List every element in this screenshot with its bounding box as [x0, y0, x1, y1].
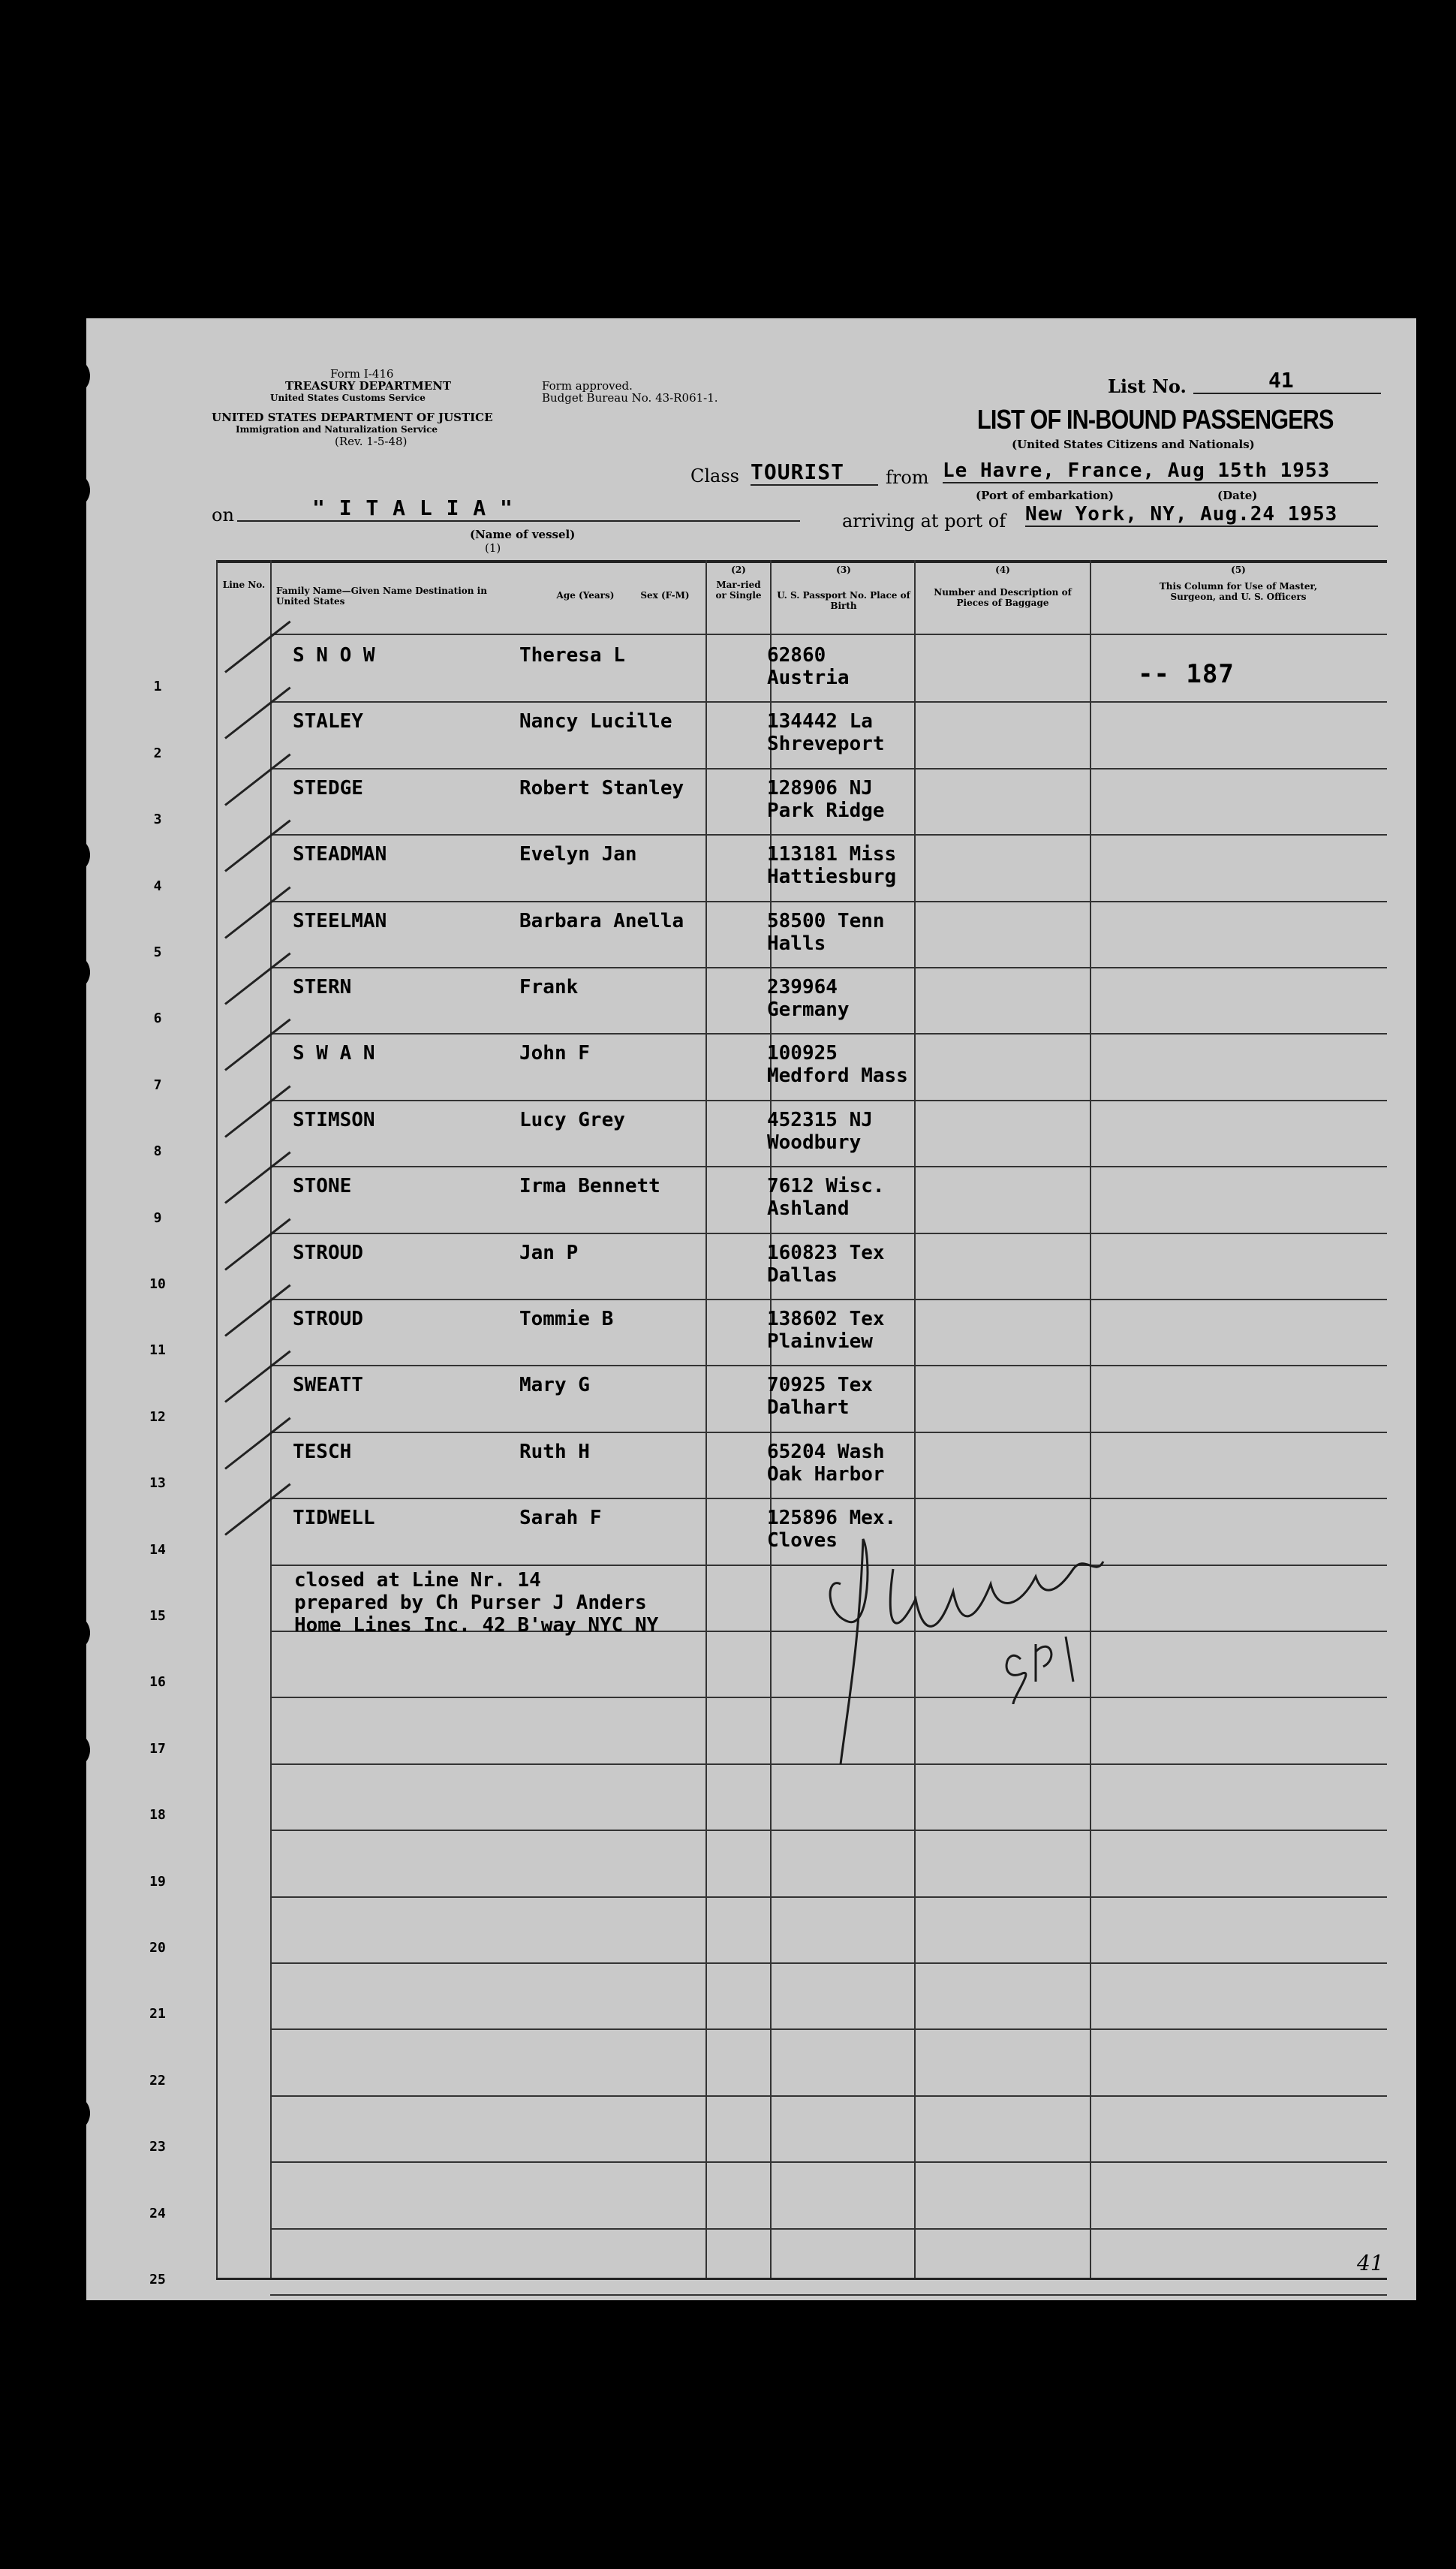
row-rule	[270, 2294, 1387, 2296]
line-number: 1	[153, 679, 162, 694]
family-name: STIMSON	[293, 1109, 375, 1131]
place-of-birth: Ashland	[767, 1197, 850, 1220]
passport-number: 7612 Wisc.	[767, 1175, 885, 1197]
row-rule	[270, 2095, 1387, 2097]
given-name: John F	[519, 1042, 590, 1065]
row-rule	[270, 967, 1387, 968]
line-number: 20	[149, 1940, 166, 1956]
form-approved: Form approved.	[542, 379, 633, 393]
table-top-border	[216, 560, 1387, 563]
col-header-name: Family Name—Given Name Destination in United States	[276, 586, 487, 607]
family-name: STEDGE	[293, 777, 363, 800]
passport-number: 65204 Wash	[767, 1441, 885, 1463]
corner-mark: 41	[1357, 2251, 1384, 2275]
row-rule	[270, 2228, 1387, 2230]
line-number: 18	[149, 1807, 166, 1823]
family-name: STROUD	[293, 1308, 363, 1330]
given-name: Theresa L	[519, 644, 625, 667]
line-number: 22	[149, 2073, 166, 2089]
passport-number: 239964	[767, 976, 838, 998]
vessel-name: " I T A L I A "	[237, 495, 800, 522]
officer-tally-mark: -- 187	[1138, 659, 1235, 689]
row-rule	[270, 901, 1387, 902]
line-number: 24	[149, 2206, 166, 2221]
line-number: 17	[149, 1741, 166, 1757]
row-rule	[270, 1233, 1387, 1234]
family-name: STEELMAN	[293, 910, 387, 932]
col-num-officers: (5)	[1231, 565, 1246, 575]
arriving-label: arriving at port of	[842, 510, 1006, 532]
row-rule	[270, 2161, 1387, 2163]
closing-line-1: closed at Line Nr. 14	[294, 1569, 541, 1592]
line-number: 5	[153, 944, 162, 960]
list-number-label: List No.	[1108, 375, 1187, 397]
embarkation-caption: (Port of embarkation)	[976, 489, 1114, 502]
row-rule	[270, 1962, 1387, 1964]
vessel-caption: (Name of vessel)	[470, 528, 576, 541]
passport-number: 138602 Tex	[767, 1308, 885, 1330]
family-name: STONE	[293, 1175, 352, 1197]
line-number: 8	[153, 1143, 162, 1159]
row-rule	[270, 2028, 1387, 2030]
line-number: 25	[149, 2272, 166, 2287]
row-rule	[270, 1896, 1387, 1898]
row-rule	[270, 1033, 1387, 1035]
line-number: 12	[149, 1409, 166, 1425]
row-rule	[270, 834, 1387, 836]
header-divider	[270, 634, 1387, 635]
family-name: STERN	[293, 976, 352, 998]
table-left-border	[216, 560, 218, 2279]
passport-number: 128906 NJ	[767, 777, 873, 800]
column-divider	[705, 560, 707, 2279]
column-divider	[1090, 560, 1091, 2279]
on-label: on	[212, 504, 234, 526]
vessel-column-number: (1)	[485, 541, 501, 555]
row-rule	[270, 1365, 1387, 1366]
line-number: 3	[153, 812, 162, 827]
from-label: from	[886, 467, 929, 488]
line-number: 13	[149, 1475, 166, 1491]
passport-number: 62860	[767, 644, 826, 667]
line-number: 15	[149, 1608, 166, 1624]
place-of-birth: Halls	[767, 932, 826, 955]
given-name: Irma Bennett	[519, 1175, 660, 1197]
place-of-birth: Park Ridge	[767, 800, 885, 822]
punch-hole	[53, 471, 90, 509]
passport-number: 58500 Tenn	[767, 910, 885, 932]
given-name: Tommie B	[519, 1308, 614, 1330]
class-label: Class	[690, 465, 739, 486]
place-of-birth: Cloves	[767, 1529, 838, 1552]
passport-number: 134442 La	[767, 710, 873, 733]
family-name: S N O W	[293, 644, 375, 667]
row-rule	[270, 1100, 1387, 1101]
budget-bureau: Budget Bureau No. 43-R061-1.	[542, 391, 718, 405]
passport-number: 113181 Miss	[767, 843, 897, 866]
row-rule	[270, 1166, 1387, 1167]
family-name: STEADMAN	[293, 843, 387, 866]
col-header-officers: This Column for Use of Master, Surgeon, and U. S. Officers	[1159, 581, 1318, 602]
date-caption: (Date)	[1217, 489, 1258, 502]
line-number: 21	[149, 2006, 166, 2022]
row-rule	[270, 701, 1387, 703]
passport-number: 160823 Tex	[767, 1242, 885, 1264]
place-of-birth: Hattiesburg	[767, 866, 897, 888]
signature	[811, 1509, 1126, 1779]
line-number: 7	[153, 1077, 162, 1093]
passport-number: 100925	[767, 1042, 838, 1065]
line-number: 11	[149, 1342, 166, 1358]
punch-hole	[53, 357, 90, 395]
place-of-birth: Oak Harbor	[767, 1463, 885, 1486]
punch-hole	[53, 953, 90, 991]
punch-hole	[53, 836, 90, 874]
col-header-sex: Sex (F-M)	[640, 590, 690, 601]
line-number: 4	[153, 878, 162, 894]
family-name: TESCH	[293, 1441, 352, 1463]
given-name: Sarah F	[519, 1507, 602, 1529]
immigration-service: Immigration and Naturalization Service	[236, 424, 438, 435]
family-name: S W A N	[293, 1042, 375, 1065]
family-name: SWEATT	[293, 1374, 363, 1396]
arriving-value: New York, NY, Aug.24 1953	[1025, 503, 1378, 527]
column-divider	[270, 560, 272, 2279]
punch-hole	[53, 1614, 90, 1652]
document-subtitle: (United States Citizens and Nationals)	[1012, 438, 1255, 451]
col-num-baggage: (4)	[995, 565, 1010, 575]
customs-service: United States Customs Service	[270, 393, 426, 403]
given-name: Lucy Grey	[519, 1109, 625, 1131]
punch-hole	[53, 2095, 90, 2132]
line-number: 19	[149, 1874, 166, 1890]
line-number: 2	[153, 745, 162, 761]
row-rule	[270, 1432, 1387, 1433]
class-value: TOURIST	[751, 459, 878, 486]
revision: (Rev. 1-5-48)	[335, 435, 408, 448]
line-number: 6	[153, 1010, 162, 1026]
col-num-married: (2)	[731, 565, 746, 575]
place-of-birth: Plainview	[767, 1330, 873, 1353]
line-number: 10	[149, 1276, 166, 1292]
family-name: STROUD	[293, 1242, 363, 1264]
passport-number: 452315 NJ	[767, 1109, 873, 1131]
col-num-passport: (3)	[836, 565, 851, 575]
row-rule	[270, 1498, 1387, 1499]
passport-number: 125896 Mex.	[767, 1507, 897, 1529]
line-number: 16	[149, 1674, 166, 1690]
family-name: STALEY	[293, 710, 363, 733]
given-name: Jan P	[519, 1242, 579, 1264]
col-header-passport: U. S. Passport No. Place of Birth	[777, 590, 910, 611]
closing-line-3: Home Lines Inc. 42 B'way NYC NY	[294, 1614, 659, 1637]
table-bottom-border	[216, 2278, 1387, 2280]
justice-dept: UNITED STATES DEPARTMENT OF JUSTICE	[212, 411, 493, 424]
given-name: Mary G	[519, 1374, 590, 1396]
row-rule	[270, 768, 1387, 769]
family-name: TIDWELL	[293, 1507, 375, 1529]
col-header-age: Age (Years)	[556, 590, 615, 601]
col-header-line-no: Line No.	[222, 580, 266, 590]
passport-number: 70925 Tex	[767, 1374, 873, 1396]
line-number: 14	[149, 1542, 166, 1558]
given-name: Ruth H	[519, 1441, 590, 1463]
document-page	[86, 318, 1416, 2300]
treasury-dept: TREASURY DEPARTMENT	[285, 379, 452, 393]
place-of-birth: Woodbury	[767, 1131, 862, 1154]
col-header-baggage: Number and Description of Pieces of Baggage	[934, 587, 1072, 608]
place-of-birth: Medford Mass	[767, 1065, 908, 1087]
document-title: LIST OF IN-BOUND PASSENGERS	[977, 404, 1334, 435]
given-name: Frank	[519, 976, 579, 998]
place-of-birth: Dalhart	[767, 1396, 850, 1419]
line-number: 9	[153, 1210, 162, 1226]
place-of-birth: Dallas	[767, 1264, 838, 1287]
given-name: Barbara Anella	[519, 910, 684, 932]
given-name: Robert Stanley	[519, 777, 684, 800]
column-divider	[914, 560, 916, 2279]
punch-hole	[53, 1731, 90, 1769]
place-of-birth: Shreveport	[767, 733, 885, 755]
place-of-birth: Austria	[767, 667, 850, 689]
closing-line-2: prepared by Ch Purser J Anders	[294, 1592, 647, 1614]
from-value: Le Havre, France, Aug 15th 1953	[943, 459, 1378, 483]
row-rule	[270, 1299, 1387, 1300]
row-rule	[270, 1830, 1387, 1831]
given-name: Evelyn Jan	[519, 843, 637, 866]
list-number: 41	[1193, 368, 1381, 394]
col-header-married: Mar-ried or Single	[715, 580, 762, 601]
place-of-birth: Germany	[767, 998, 850, 1021]
form-number: Form I-416	[330, 367, 394, 381]
line-number: 23	[149, 2139, 166, 2155]
given-name: Nancy Lucille	[519, 710, 672, 733]
